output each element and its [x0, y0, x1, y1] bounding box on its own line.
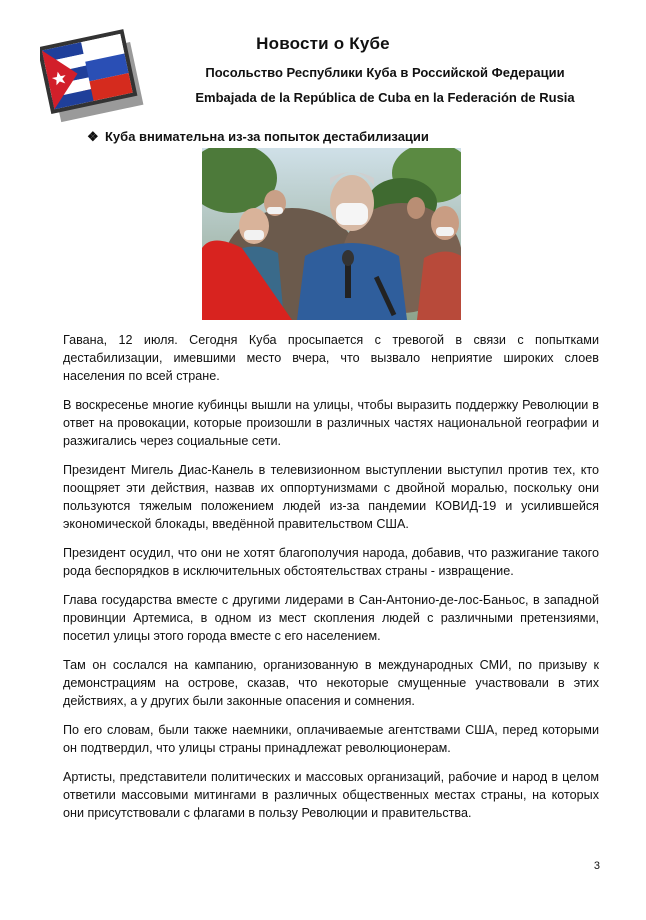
news-photo — [202, 148, 461, 320]
page-number: 3 — [593, 860, 600, 872]
paragraph: Глава государства вместе с другими лидерами в Сан-Антонио-де-лос-Баньос, в западной провинции Артемиса, в одном из мест скопления людей с различными претензиями, посетил улицы этого города вместе с его населением. — [63, 593, 599, 643]
paragraph: Там он сослался на кампанию, организованную в международных СМИ, по призыву к демонстрациям на острове, сказав, что некоторые смущенные участвовали в этих действиях, а у других были законные опасения и сомнения. — [63, 658, 599, 708]
page-title: Новости о Кубе — [256, 34, 390, 53]
paragraph: В воскресенье многие кубинцы вышли на улицы, чтобы выразить поддержку Революции в ответ на провокации, которые произошли в различных частях национальной географии и разжигались через социальные сети. — [63, 398, 599, 448]
headline-text: Куба внимательна из-за попыток дестабилизации — [105, 129, 429, 144]
article-headline — [87, 129, 429, 145]
bullet-icon: ❖ — [87, 129, 99, 144]
paragraph: Президент Мигель Диас-Канель в телевизионном выступлении выступил против тех, кто поощряет эти действия, назвав их оппортунизмами с двойной моралью, поскольку они пользуются тяжелым положением людей из-за пандемии КОВИД-19 и усилившейся экономической блокады, введённой правительством США. — [63, 463, 599, 531]
article-body — [63, 331, 599, 833]
paragraph: Президент осудил, что они не хотят благополучия народа, добавив, что разжигание такого рода беспорядков в исключительных обстоятельствах страны - извращение. — [63, 546, 599, 578]
paragraph: По его словам, были также наемники, оплачиваемые агентствами США, перед которыми он подтвердил, что улицы страны принадлежат революционерам. — [63, 723, 599, 755]
paragraph: Гавана, 12 июля. Сегодня Куба просыпается с тревогой в связи с попытками дестабилизации, имевшими место вчера, что вызвало неприятие широких слоев населения по всей стране. — [63, 333, 599, 383]
embassy-name-ru: Посольство Республики Куба в Российской Федерации — [205, 65, 565, 80]
embassy-name-es: Embajada de la República de Cuba en la Federación de Rusia — [195, 90, 575, 105]
paragraph: Артисты, представители политических и массовых организаций, рабочие и народ в целом ответили массовыми митингами в различных общественных местах страны, на которых они присутствовали с флагами в пользу Революции и правительства. — [63, 770, 599, 820]
